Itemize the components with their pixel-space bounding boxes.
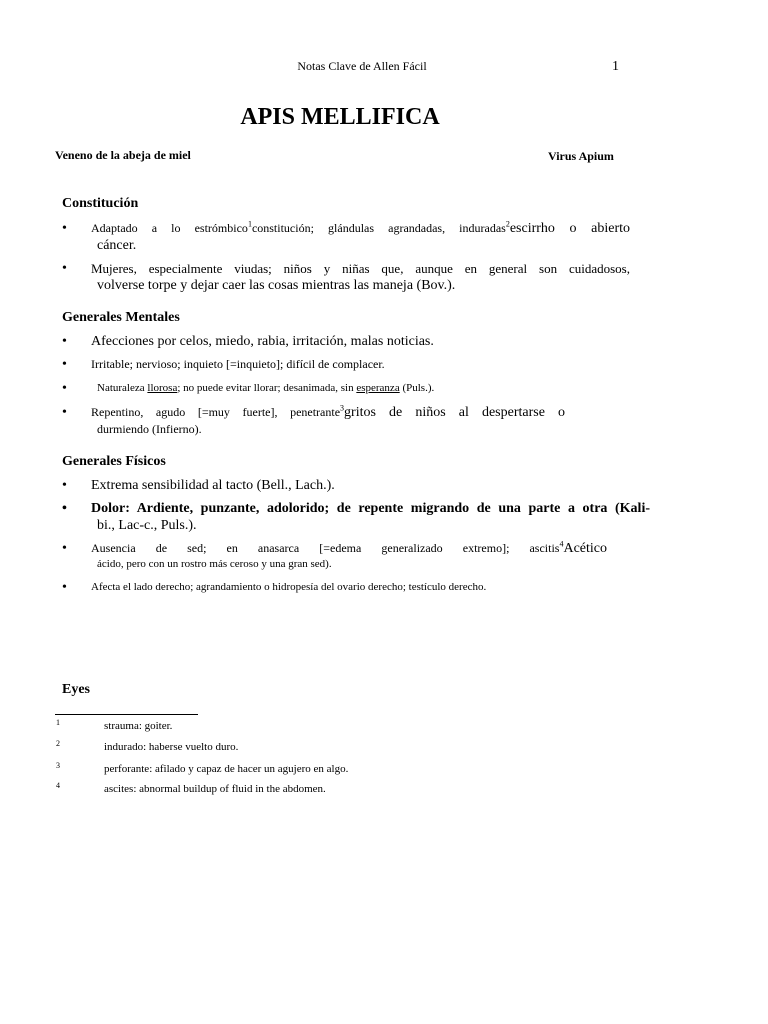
section-heading-eyes: Eyes [62,682,90,697]
footnote-text: perforante: afilado y capaz de hacer un agujero en algo. [104,763,349,775]
item-text: esperanza [356,382,400,394]
item-text: Repentino, agudo [=muy fuerte], penetrante [91,405,341,419]
page-number: 1 [612,59,619,74]
document-title: APIS MELLIFICA [240,104,440,130]
section-heading-mentales: Generales Mentales [62,310,180,325]
bullet: • [62,541,67,556]
footnote-text: ascites: abnormal buildup of fluid in the abdomen. [104,783,326,795]
footnote-text: indurado: haberse vuelto duro. [104,741,239,753]
footnote-text: strauma: goiter. [104,720,173,732]
item-text: Ausencia de sed; en anasarca [=edema generalizado extremo]; ascitis [91,541,560,555]
item-text: Naturaleza [97,382,148,394]
item-text: escirrho o abierto [509,221,630,236]
list-item [62,540,607,573]
list-item [62,579,630,596]
running-header: Notas Clave de Allen Fácil [297,59,427,73]
list-item [62,500,650,534]
bullet: • [62,501,67,516]
bullet: • [62,580,67,595]
item-text: durmiendo (Infierno). [97,422,202,436]
footnote-number: 1 [56,718,60,727]
bullet: • [62,334,67,349]
bullet: • [62,381,67,396]
bullet: • [62,405,67,420]
item-text: Afecciones por celos, miedo, rabia, irritación, malas noticias. [91,334,434,349]
footnote-ref: 4 [559,539,564,549]
list-item [62,356,630,373]
list-item [62,220,630,254]
list-item [62,260,630,294]
list-item [62,477,630,494]
item-text: Acético [563,541,607,556]
bullet: • [62,478,67,493]
item-text: Dolor: Ardiente, punzante, adolorido; de repente migrando de una parte a otra (Kali- [91,501,650,516]
footnote-number: 4 [56,781,60,790]
item-text: llorosa [147,382,178,394]
footnote-ref: 1 [247,219,252,229]
item-text: gritos de niños al despertarse o [344,405,565,420]
section-heading-fisicos: Generales Físicos [62,454,166,469]
item-text: bi., Lac-c., Puls.). [97,518,197,533]
footnote-ref: 3 [340,403,345,413]
item-text: Irritable; nervioso; inquieto [=inquieto]; difícil de complacer. [91,357,385,371]
section-heading-constitucion: Constitución [62,196,139,211]
item-text: Afecta el lado derecho; agrandamiento o hidropesía del ovario derecho; testículo derecho. [91,581,487,593]
item-text: constitución; glándulas agrandadas, induradas [251,221,506,235]
subtitle-left: Veneno de la abeja de miel [55,148,191,162]
list-item [62,380,630,397]
item-text: Adaptado a lo estrómbico [91,221,248,235]
item-text: Mujeres, especialmente viudas; niños y niñas que, aunque en general son cuidadosos, [91,261,630,276]
footnote-ref: 2 [505,219,510,229]
item-text: ácido, pero con un rostro más ceroso y una gran sed). [97,558,332,570]
list-item [62,333,630,350]
footnote-number: 3 [56,761,60,770]
list-item [62,404,565,438]
item-text: (Puls.). [399,382,435,394]
item-text: Extrema sensibilidad al tacto (Bell., Lach.). [91,478,335,493]
footnote-number: 2 [56,739,60,748]
item-text: cáncer. [97,238,137,253]
item-text: ; no puede evitar llorar; desanimada, sin [177,382,357,394]
footnote-separator [55,714,198,715]
subtitle-right: Virus Apium [548,149,614,163]
item-text: volverse torpe y dejar caer las cosas mientras las maneja (Bov.). [97,278,456,293]
bullet: • [62,261,67,276]
bullet: • [62,357,67,372]
bullet: • [62,221,67,236]
